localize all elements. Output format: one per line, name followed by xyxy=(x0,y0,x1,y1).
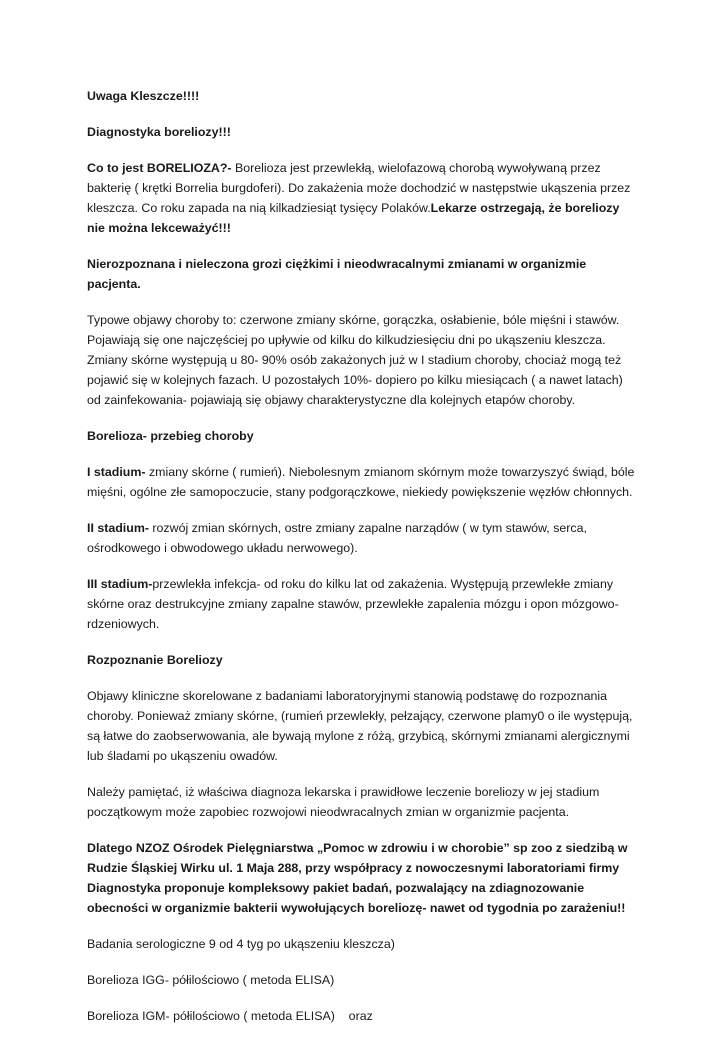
diagnosis-heading: Rozpoznanie Boreliozy xyxy=(87,653,223,667)
stage-3-label: III stadium- xyxy=(87,577,153,591)
stage-3-paragraph xyxy=(87,574,639,634)
stage-1-paragraph xyxy=(87,462,639,502)
test-item: Borelioza IGG- półilościowo ( metoda ELISA) xyxy=(87,973,335,987)
document-page xyxy=(87,86,639,1042)
intro-text: Borelioza jest przewlekłą, wielofazową chorobą wywoływaną przez bakterię ( krętki Borrelia burgdoferi). Do zakażenia może dochodzić w następstwie ukąszenia przez kleszcza. Co roku zapada na nią kilkadziesiąt tysięcy Polaków. xyxy=(87,161,631,215)
stage-1-label: I stadium- xyxy=(87,465,146,479)
reminder-paragraph: Należy pamiętać, iż właściwa diagnoza lekarska i prawidłowe leczenie boreliozy w jej stadium początkowym może zapobiec rozwojowi nieodwracalnych zmian w organizmie pacjenta. xyxy=(87,785,600,819)
test-item: Badania serologiczne 9 od 4 tyg po ukąszeniu kleszcza) xyxy=(87,937,395,951)
stage-1-text: zmiany skórne ( rumień). Niebolesnym zmianom skórnym może towarzyszyć świąd, bóle mięśni, ogólne złe samopoczucie, stany podgorączkowe, niekiedy powiększenie węzłów chłonnych. xyxy=(87,465,635,499)
offer-paragraph: Dlatego NZOZ Ośrodek Pielęgniarstwa „Pomoc w zdrowiu i w chorobie” sp zoo z siedzibą w Rudzie Śląskiej Wirku ul. 1 Maja 288, przy współpracy z nowoczesnymi laboratoriami firmy Diagnostyka proponuje kompleksowy pakiet badań, pozwalający na zdiagnozowanie obecności w organizmie bakterii wywołujących boreliozę- nawet od tygodnia po zarażeniu!! xyxy=(87,841,628,915)
intro-paragraph xyxy=(87,158,639,238)
diagnosis-paragraph: Objawy kliniczne skorelowane z badaniami laboratoryjnymi stanowią podstawę do rozpoznania choroby. Ponieważ zmiany skórne, (rumień przewlekły, pełzający, czerwone plamy0 o ile występują, są łatwe do zaobserwowania, ale bywają mylone z różą, grzybicą, skórnymi zmianami alergicznymi lub śladami po ukąszeniu owadów. xyxy=(87,689,633,763)
symptoms-paragraph: Typowe objawy choroby to: czerwone zmiany skórne, gorączka, osłabienie, bóle mięśni i stawów. Pojawiają się one najczęściej po upływie od kilku do kilkudziesięciu dni po ukąszeniu kleszcza. Zmiany skórne występują u 80- 90% osób zakażonych już w I stadium choroby, chociaż mogą też pojawić się w kolejnych fazach. U pozostałych 10%- dopiero po kilku miesiącach ( a nawet latach) od zainfekowania- pojawiają się objawy charakterystyczne dla kolejnych etapów choroby. xyxy=(87,313,623,407)
stage-2-text: rozwój zmian skórnych, ostre zmiany zapalne narządów ( w tym stawów, serca, ośrodkowego i obwodowego układu nerwowego). xyxy=(87,521,587,555)
intro-warning: Lekarze ostrzegają, że boreliozy nie można lekceważyć!!! xyxy=(87,201,620,235)
stage-2-label: II stadium- xyxy=(87,521,149,535)
stage-3-text: przewlekła infekcja- od roku do kilku lat od zakażenia. Występują przewlekłe zmiany skórne oraz destrukcyjne zmiany zapalne stawów, przewlekłe zapalenia mózgu i opon mózgowo-rdzeniowych. xyxy=(87,577,619,631)
document-title: Uwaga Kleszcze!!!! xyxy=(87,89,200,103)
stage-2-paragraph xyxy=(87,518,639,558)
document-subtitle: Diagnostyka boreliozy!!! xyxy=(87,125,231,139)
alert-paragraph: Nierozpoznana i nieleczona grozi ciężkimi i nieodwracalnymi zmianami w organizmie pacjenta. xyxy=(87,257,587,291)
test-item: Borelioza IGM- półilościowo ( metoda ELISA) oraz xyxy=(87,1009,373,1023)
intro-lead: Co to jest BORELIOZA?- xyxy=(87,161,232,175)
course-heading: Borelioza- przebieg choroby xyxy=(87,429,254,443)
